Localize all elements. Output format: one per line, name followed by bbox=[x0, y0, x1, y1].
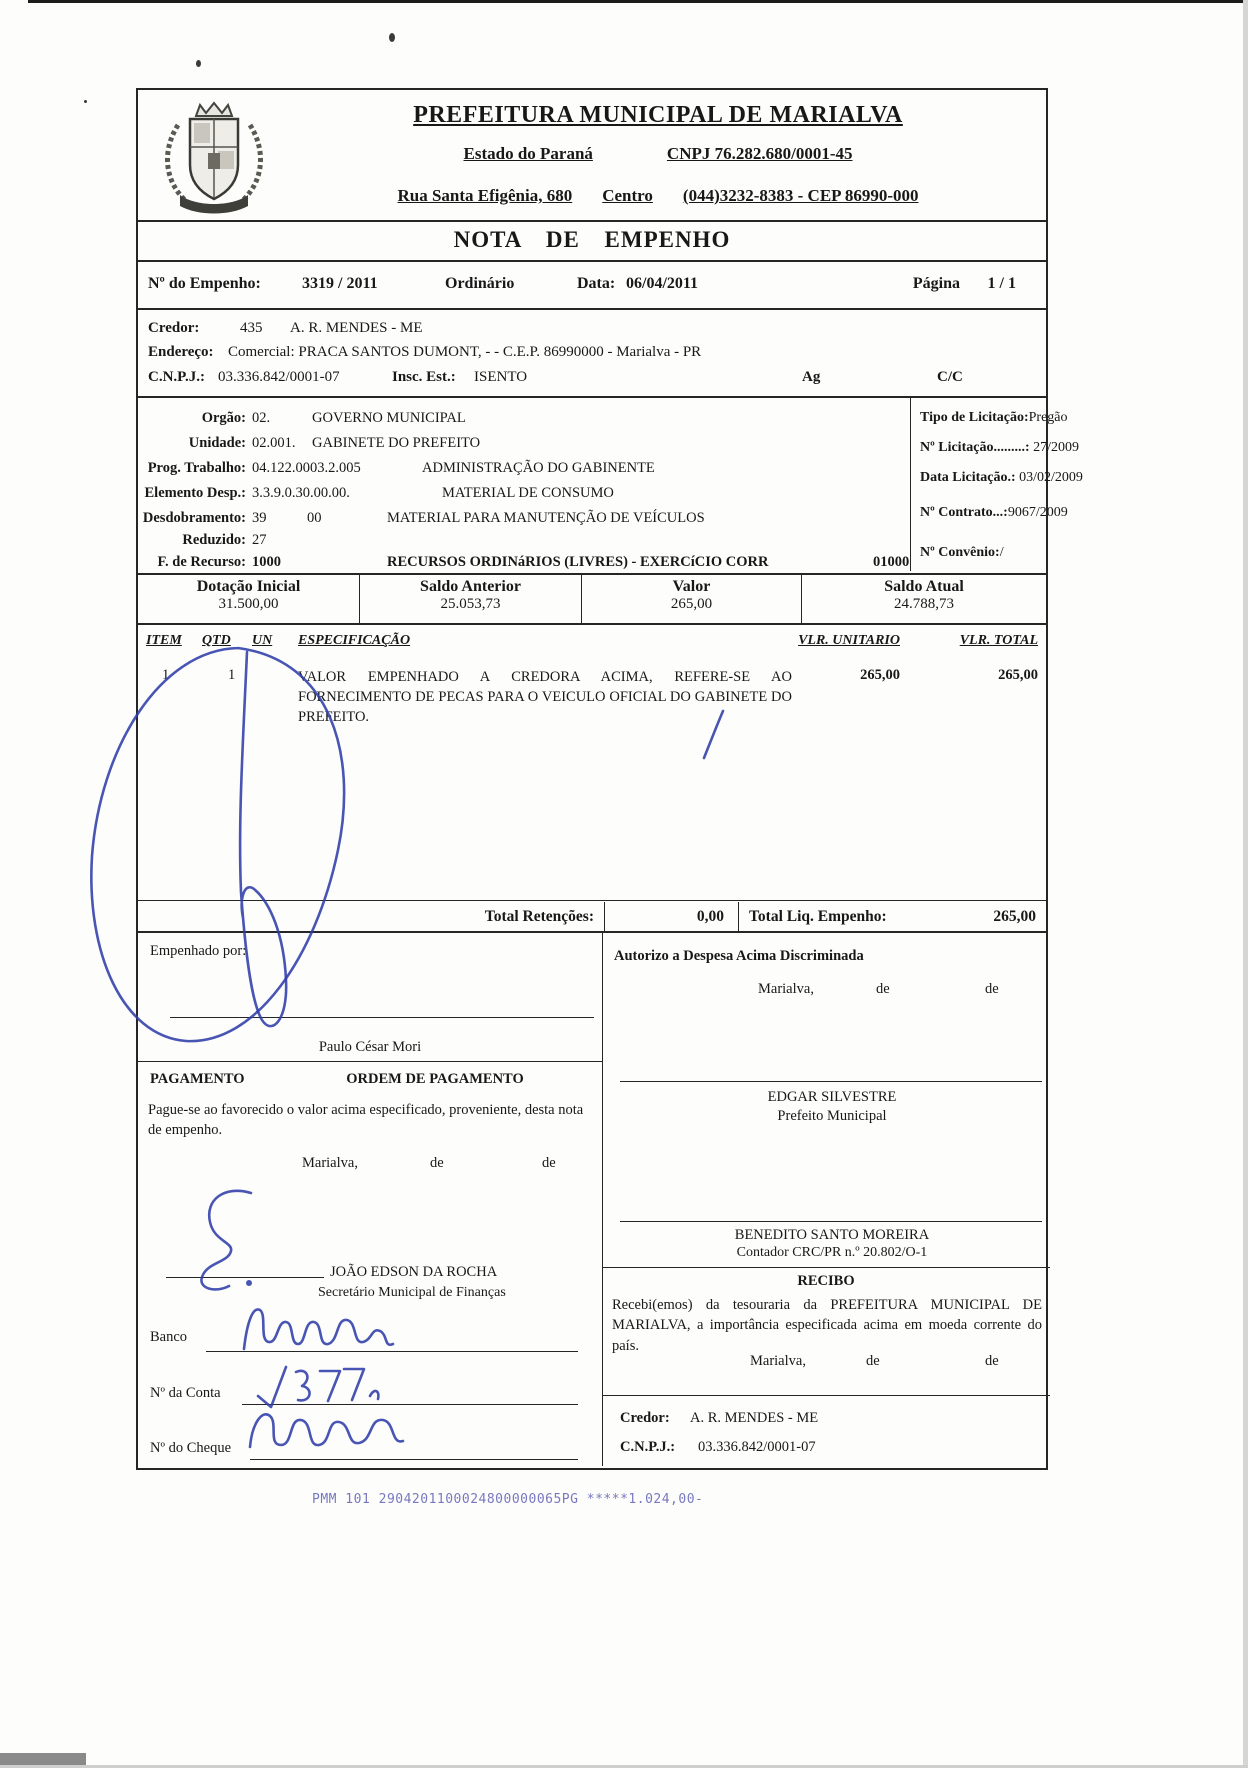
org-address: Rua Santa Efigênia, 680 bbox=[397, 186, 573, 205]
empenhado-signature-name: Paulo César Mori bbox=[318, 1039, 422, 1055]
conta-line bbox=[242, 1404, 578, 1405]
contador-nome: BENEDITO SANTO MOREIRA bbox=[734, 1227, 930, 1243]
convenio-value: / bbox=[999, 545, 1004, 560]
col-header-qtd: QTD bbox=[202, 633, 231, 648]
page-value: 1 / 1 bbox=[987, 275, 1016, 292]
recibo-de1: de bbox=[866, 1353, 880, 1369]
unidade-value: GABINETE DO PREFEITO bbox=[312, 435, 481, 451]
empenho-type: Ordinário bbox=[445, 275, 515, 292]
cheque-line bbox=[250, 1459, 578, 1460]
endereco-label: Endereço: bbox=[148, 344, 214, 360]
recibo-credor-value: A. R. MENDES - ME bbox=[690, 1410, 819, 1426]
recibo-credor-label: Credor: bbox=[620, 1410, 670, 1426]
org-name: PREFEITURA MUNICIPAL DE MARIALVA bbox=[413, 102, 903, 128]
prefeito-cargo: Prefeito Municipal bbox=[777, 1108, 887, 1124]
insc-value: ISENTO bbox=[474, 369, 528, 385]
saldo-anterior-cell bbox=[360, 575, 582, 623]
prog-trabalho-label: Prog. Trabalho: bbox=[147, 460, 246, 476]
secretario-cargo: Secretário Municipal de Finanças bbox=[318, 1285, 506, 1300]
autorizo-de1: de bbox=[876, 981, 890, 997]
municipal-crest-logo bbox=[156, 95, 272, 215]
conta-label: Nº da Conta bbox=[150, 1385, 221, 1401]
crest-icon bbox=[156, 95, 272, 215]
org-state: Estado do Paraná bbox=[463, 144, 593, 163]
col-header-vlr-unitario: VLR. UNITARIO bbox=[798, 633, 900, 648]
data-licitacao-label: Data Licitação.: bbox=[920, 470, 1016, 485]
tipo-licitacao-value: Pregão bbox=[1028, 410, 1068, 425]
convenio-label: Nº Convênio: bbox=[920, 545, 1000, 560]
num-licitacao-label: Nº Licitação.........: bbox=[920, 440, 1030, 455]
item-vlr-total: 265,00 bbox=[998, 667, 1038, 683]
recibo-credor-divider bbox=[602, 1395, 1050, 1396]
unidade-label: Unidade: bbox=[188, 435, 246, 451]
banco-label: Banco bbox=[150, 1329, 188, 1345]
document-title: NOTA DE EMPENHO bbox=[453, 227, 731, 252]
secretario-nome: JOÃO EDSON DA ROCHA bbox=[330, 1264, 498, 1280]
ag-label: Ag bbox=[802, 369, 821, 385]
empenho-number-label: Nº do Empenho: bbox=[148, 275, 261, 292]
recibo-cnpj-label: C.N.P.J.: bbox=[620, 1439, 676, 1455]
recibo-de2: de bbox=[985, 1353, 999, 1369]
credor-name: A. R. MENDES - ME bbox=[290, 320, 423, 336]
recurso-value: RECURSOS ORDINáRIOS (LIVRES) - EXERCíCIO CORR bbox=[387, 554, 769, 570]
endereco-value: Comercial: PRACA SANTOS DUMONT, - - C.E.P. 86990000 - Marialva - PR bbox=[228, 344, 702, 360]
saldo-atual-cell bbox=[802, 575, 1046, 623]
num-licitacao-row bbox=[920, 440, 1079, 456]
unidade-code: 02.001. bbox=[252, 435, 296, 451]
magnetic-footer-line: PMM 101 2904201100024800000065PG *****1.024,00- bbox=[312, 1492, 704, 1507]
credor-box bbox=[136, 310, 1048, 398]
empenhado-signature-line bbox=[170, 1017, 594, 1018]
saldo-anterior-label: Saldo Anterior bbox=[420, 578, 521, 595]
contador-signature-line bbox=[620, 1221, 1042, 1222]
prefeito-signature-line bbox=[620, 1081, 1042, 1082]
total-retencoes-label: Total Retenções: bbox=[138, 902, 605, 931]
lower-section bbox=[136, 933, 1048, 1470]
empenho-number-value: 3319 / 2011 bbox=[302, 275, 378, 292]
orgao-label: Orgão: bbox=[201, 410, 246, 426]
dotacao-inicial-cell bbox=[138, 575, 360, 623]
col-header-item: ITEM bbox=[146, 633, 182, 648]
pagamento-title: PAGAMENTO bbox=[150, 1071, 245, 1087]
desdobramento-label: Desdobramento: bbox=[142, 510, 246, 526]
valor-cell bbox=[582, 575, 802, 623]
orgao-code: 02. bbox=[252, 410, 271, 426]
scan-edge-right bbox=[1243, 0, 1248, 1768]
elemento-value: MATERIAL DE CONSUMO bbox=[442, 485, 614, 501]
valor-label: Valor bbox=[672, 578, 711, 595]
recibo-texto: Recebi(emos) da tesouraria da PREFEITURA MUNICIPAL DE MARIALVA, a importância especificada acima em moeda corrente do país. bbox=[612, 1297, 1042, 1354]
cheque-label: Nº do Cheque bbox=[150, 1440, 232, 1456]
contrato-label: Nº Contrato...: bbox=[920, 505, 1008, 520]
col-header-vlr-total: VLR. TOTAL bbox=[959, 633, 1038, 648]
items-table bbox=[136, 625, 1048, 900]
autorizo-title: Autorizo a Despesa Acima Discriminada bbox=[614, 948, 864, 964]
tipo-licitacao-row bbox=[920, 410, 1068, 426]
recibo-title: RECIBO bbox=[797, 1273, 855, 1289]
classificacao-box bbox=[136, 398, 1083, 575]
item-qtd: 1 bbox=[228, 667, 236, 683]
dotacao-row bbox=[136, 575, 1048, 625]
total-liq-label: Total Liq. Empenho: bbox=[749, 907, 887, 925]
recurso-code: 1000 bbox=[252, 554, 281, 570]
num-licitacao-value: 27/2009 bbox=[1033, 440, 1079, 455]
cc-label: C/C bbox=[937, 369, 963, 385]
valor-value: 265,00 bbox=[670, 596, 713, 612]
recibo-cidade: Marialva, bbox=[750, 1353, 806, 1369]
recibo-cnpj-value: 03.336.842/0001-07 bbox=[698, 1439, 816, 1455]
prog-trabalho-code: 04.122.0003.2.005 bbox=[252, 460, 361, 476]
scan-speck bbox=[84, 100, 87, 103]
total-liq-value: 265,00 bbox=[993, 907, 1036, 925]
form-header bbox=[136, 88, 1048, 222]
secretario-signature-line bbox=[166, 1277, 324, 1278]
empenhado-por-label: Empenhado por: bbox=[150, 943, 247, 959]
pagamento-cidade: Marialva, bbox=[302, 1155, 358, 1171]
insc-label: Insc. Est.: bbox=[392, 369, 456, 385]
pagamento-divider bbox=[138, 1061, 602, 1062]
saldo-atual-value: 24.788,73 bbox=[894, 596, 954, 612]
item-especificacao: VALOR EMPENHADO A CREDORA ACIMA, REFERE-SE AO FORNECIMENTO DE PECAS PARA O VEICULO OFICIAL DO GABINETE DO PREFEITO. bbox=[298, 669, 792, 725]
ordem-pagamento-title: ORDEM DE PAGAMENTO bbox=[346, 1071, 524, 1087]
saldo-atual-label: Saldo Atual bbox=[884, 578, 964, 595]
classificacao-divider bbox=[910, 398, 911, 571]
org-phone-cep: (044)3232-8383 - CEP 86990-000 bbox=[682, 186, 919, 205]
org-district: Centro bbox=[602, 186, 653, 205]
org-cnpj: CNPJ 76.282.680/0001-45 bbox=[666, 144, 853, 163]
data-licitacao-row bbox=[920, 470, 1083, 486]
page-label: Página bbox=[912, 275, 960, 292]
credor-code: 435 bbox=[240, 320, 263, 336]
reduzido-value: 27 bbox=[252, 532, 267, 548]
pagamento-de1: de bbox=[430, 1155, 444, 1171]
elemento-label: Elemento Desp.: bbox=[144, 485, 246, 501]
totals-row bbox=[136, 900, 1048, 933]
col-header-un: UN bbox=[252, 633, 273, 648]
credor-label: Credor: bbox=[148, 320, 200, 336]
item-vlr-unitario: 265,00 bbox=[860, 667, 900, 683]
credor-cnpj-value: 03.336.842/0001-07 bbox=[218, 369, 340, 385]
scan-corner-mark bbox=[0, 1753, 86, 1765]
desdobramento-value: MATERIAL PARA MANUTENÇÃO DE VEÍCULOS bbox=[387, 510, 705, 526]
autorizo-cidade: Marialva, bbox=[758, 981, 814, 997]
autorizo-de2: de bbox=[985, 981, 999, 997]
pagamento-de2: de bbox=[542, 1155, 556, 1171]
tipo-licitacao-label: Tipo de Licitação: bbox=[920, 410, 1029, 425]
total-retencoes-value: 0,00 bbox=[605, 902, 739, 931]
licitacao-column bbox=[918, 398, 1083, 571]
saldo-anterior-value: 25.053,73 bbox=[440, 596, 501, 612]
desdobramento-code2: 00 bbox=[307, 510, 322, 526]
dotacao-inicial-value: 31.500,00 bbox=[218, 596, 279, 612]
contrato-row bbox=[920, 505, 1068, 521]
contrato-value: 9067/2009 bbox=[1007, 505, 1068, 520]
prefeito-nome: EDGAR SILVESTRE bbox=[767, 1089, 897, 1105]
empenho-date-value: 06/04/2011 bbox=[626, 275, 699, 292]
convenio-row bbox=[920, 545, 1004, 561]
document-title-box bbox=[136, 222, 1048, 262]
pagamento-texto: Pague-se ao favorecido o valor acima especificado, proveniente, desta nota de empenho. bbox=[148, 1102, 584, 1139]
lower-divider bbox=[602, 933, 603, 1466]
desdobramento-code: 39 bbox=[252, 510, 267, 526]
data-licitacao-value: 03/02/2009 bbox=[1019, 470, 1083, 485]
credor-cnpj-label: C.N.P.J.: bbox=[148, 369, 205, 385]
orgao-value: GOVERNO MUNICIPAL bbox=[312, 410, 466, 426]
scan-speck bbox=[196, 60, 201, 67]
header-line-2 bbox=[278, 144, 1038, 164]
empenho-number-row bbox=[136, 262, 1048, 310]
recibo-divider bbox=[602, 1267, 1050, 1268]
header-line-3 bbox=[278, 186, 1038, 206]
scan-edge-top bbox=[28, 0, 1248, 3]
col-header-especificacao: ESPECIFICAÇÃO bbox=[298, 633, 411, 648]
reduzido-label: Reduzido: bbox=[182, 532, 246, 548]
elemento-code: 3.3.9.0.30.00.00. bbox=[252, 485, 350, 501]
recurso-label: F. de Recurso: bbox=[157, 554, 246, 570]
empenho-date-label: Data: bbox=[577, 275, 616, 292]
prog-trabalho-value: ADMINISTRAÇÃO DO GABINENTE bbox=[422, 460, 655, 476]
scan-speck bbox=[389, 33, 395, 42]
dotacao-inicial-label: Dotação Inicial bbox=[196, 578, 301, 595]
recurso-code2: 01000 bbox=[873, 554, 910, 570]
item-number: 1 bbox=[162, 667, 170, 683]
contador-cargo: Contador CRC/PR n.º 20.802/O-1 bbox=[736, 1245, 928, 1260]
banco-line bbox=[206, 1351, 578, 1352]
